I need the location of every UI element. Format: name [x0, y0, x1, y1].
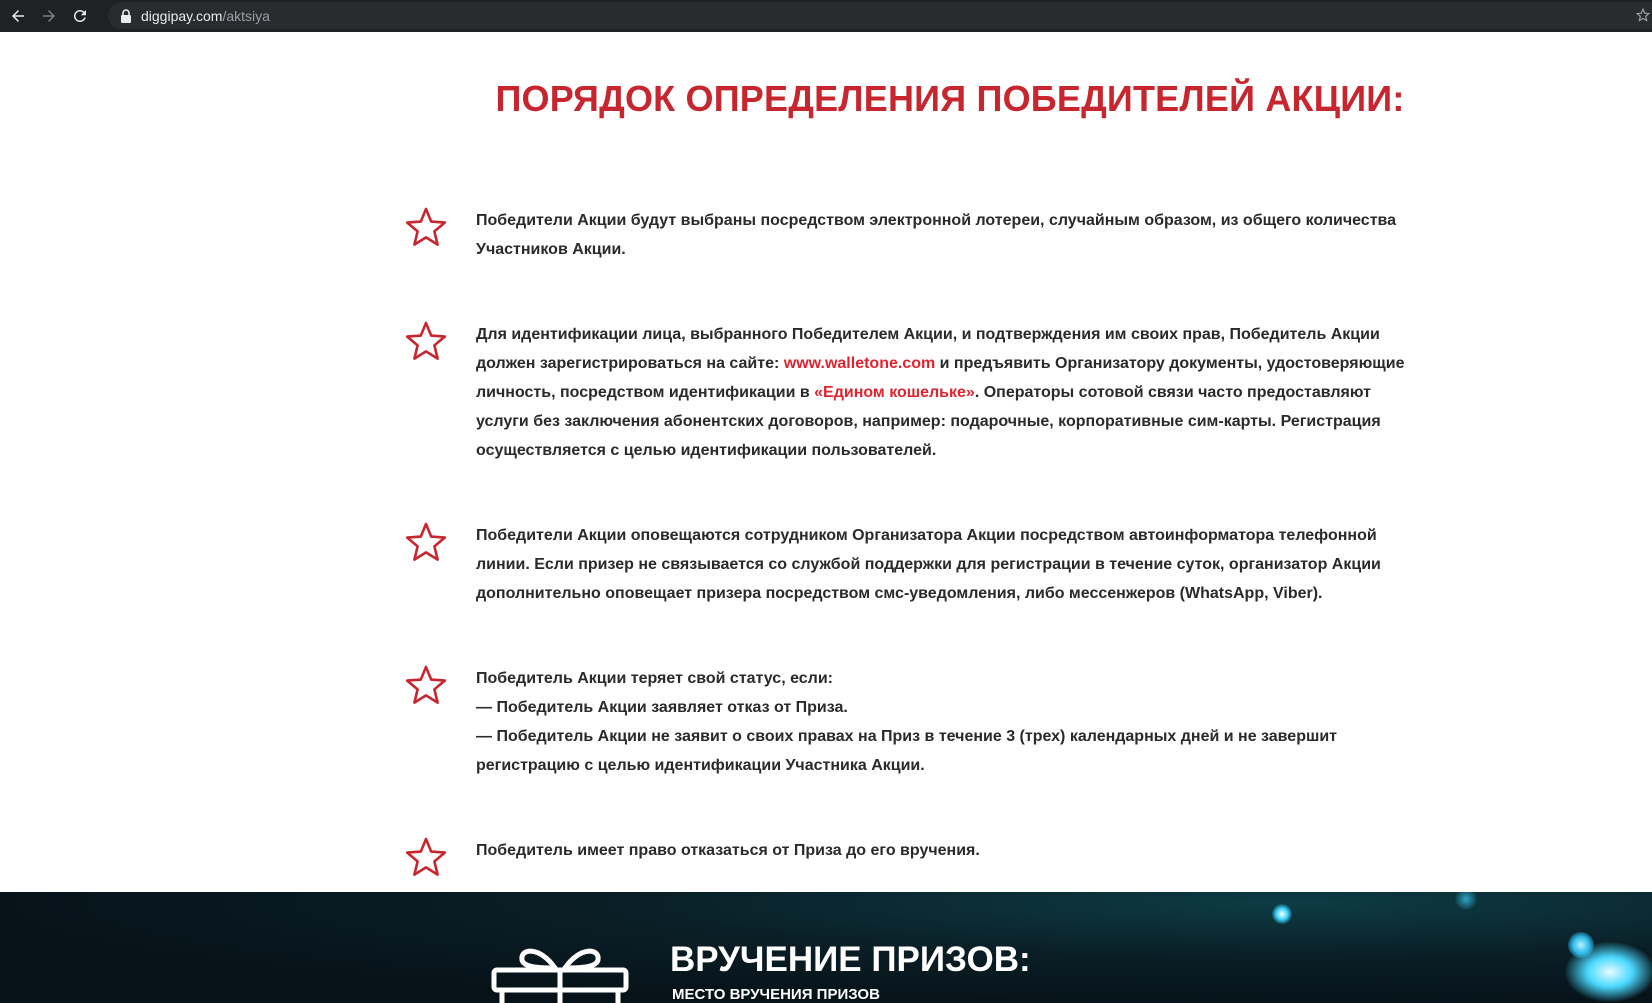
unified-wallet-link[interactable]: «Едином кошельке»: [814, 384, 975, 401]
prizes-banner: [0, 892, 1652, 1003]
star-icon: [405, 836, 447, 878]
rule-text-part: Для идентификации лица, выбранного Победителем Акции, и подтверждения им своих прав, Победитель Акции должен зарегистрироваться на сайте:: [476, 326, 1380, 372]
banner-subtitle: МЕСТО ВРУЧЕНИЯ ПРИЗОВ: [672, 986, 880, 1003]
banner-title: ВРУЧЕНИЕ ПРИЗОВ:: [670, 940, 1031, 979]
forward-button[interactable]: [36, 3, 62, 29]
rule-text-part: . Операторы сотовой связи часто предоставляют услуги без заключения абонентских договоров, например: подарочные, корпоративные сим-карты. Регистрация осуществляется с целью идентификации пользователей.: [476, 384, 1381, 459]
browser-toolbar: [0, 0, 1652, 32]
rule-line: — Победитель Акции не заявит о своих правах на Приз в течение 3 (трех) календарных дней и не завершит регистрацию с целью идентификации Участника Акции.: [476, 728, 1337, 774]
rule-text-part: и предъявить Организатору документы, удостоверяющие личность, посредством идентификации в: [476, 355, 1405, 401]
back-arrow-icon: [9, 7, 27, 25]
lock-icon: [120, 9, 132, 23]
address-bar[interactable]: [108, 2, 1652, 29]
rule-text: Победители Акции оповещаются сотрудником Организатора Акции посредством автоинформатора телефонной линии. Если призер не связывается со службой поддержки для регистрации в течение суток, организатор Акции дополнительно оповещает призера посредством смс-уведомления, либо мессенжеров (WhatsApp, Viber).: [476, 527, 1381, 602]
page-title: ПОРЯДОК ОПРЕДЕЛЕНИЯ ПОБЕДИТЕЛЕЙ АКЦИИ:: [495, 78, 1405, 119]
light-glow: [1565, 942, 1652, 1002]
page-content: [0, 32, 1652, 892]
url-path: /aktsiya: [222, 7, 270, 24]
light-glow: [1272, 904, 1292, 924]
star-icon: [405, 206, 447, 248]
forward-arrow-icon: [40, 7, 58, 25]
back-button[interactable]: [5, 3, 31, 29]
rule-line: Победитель Акции теряет свой статус, если:: [476, 670, 833, 687]
bookmark-star-icon[interactable]: [1636, 8, 1650, 22]
rule-text: [476, 320, 1406, 465]
gift-icon: [490, 942, 630, 1003]
rule-line: — Победитель Акции заявляет отказ от Приза.: [476, 699, 848, 716]
rule-text: Победитель имеет право отказаться от Приза до его вручения.: [476, 842, 980, 859]
reload-icon: [71, 7, 89, 25]
star-icon: [405, 320, 447, 362]
rule-text: [476, 664, 1406, 780]
star-icon: [405, 521, 447, 563]
rule-text: Победители Акции будут выбраны посредством электронной лотереи, случайным образом, из общего количества Участников Акции.: [476, 212, 1397, 258]
reload-button[interactable]: [67, 3, 93, 29]
light-glow: [1455, 892, 1477, 910]
url-domain: diggipay.com: [141, 7, 223, 24]
walletone-link[interactable]: www.walletone.com: [783, 355, 936, 372]
star-icon: [405, 664, 447, 706]
